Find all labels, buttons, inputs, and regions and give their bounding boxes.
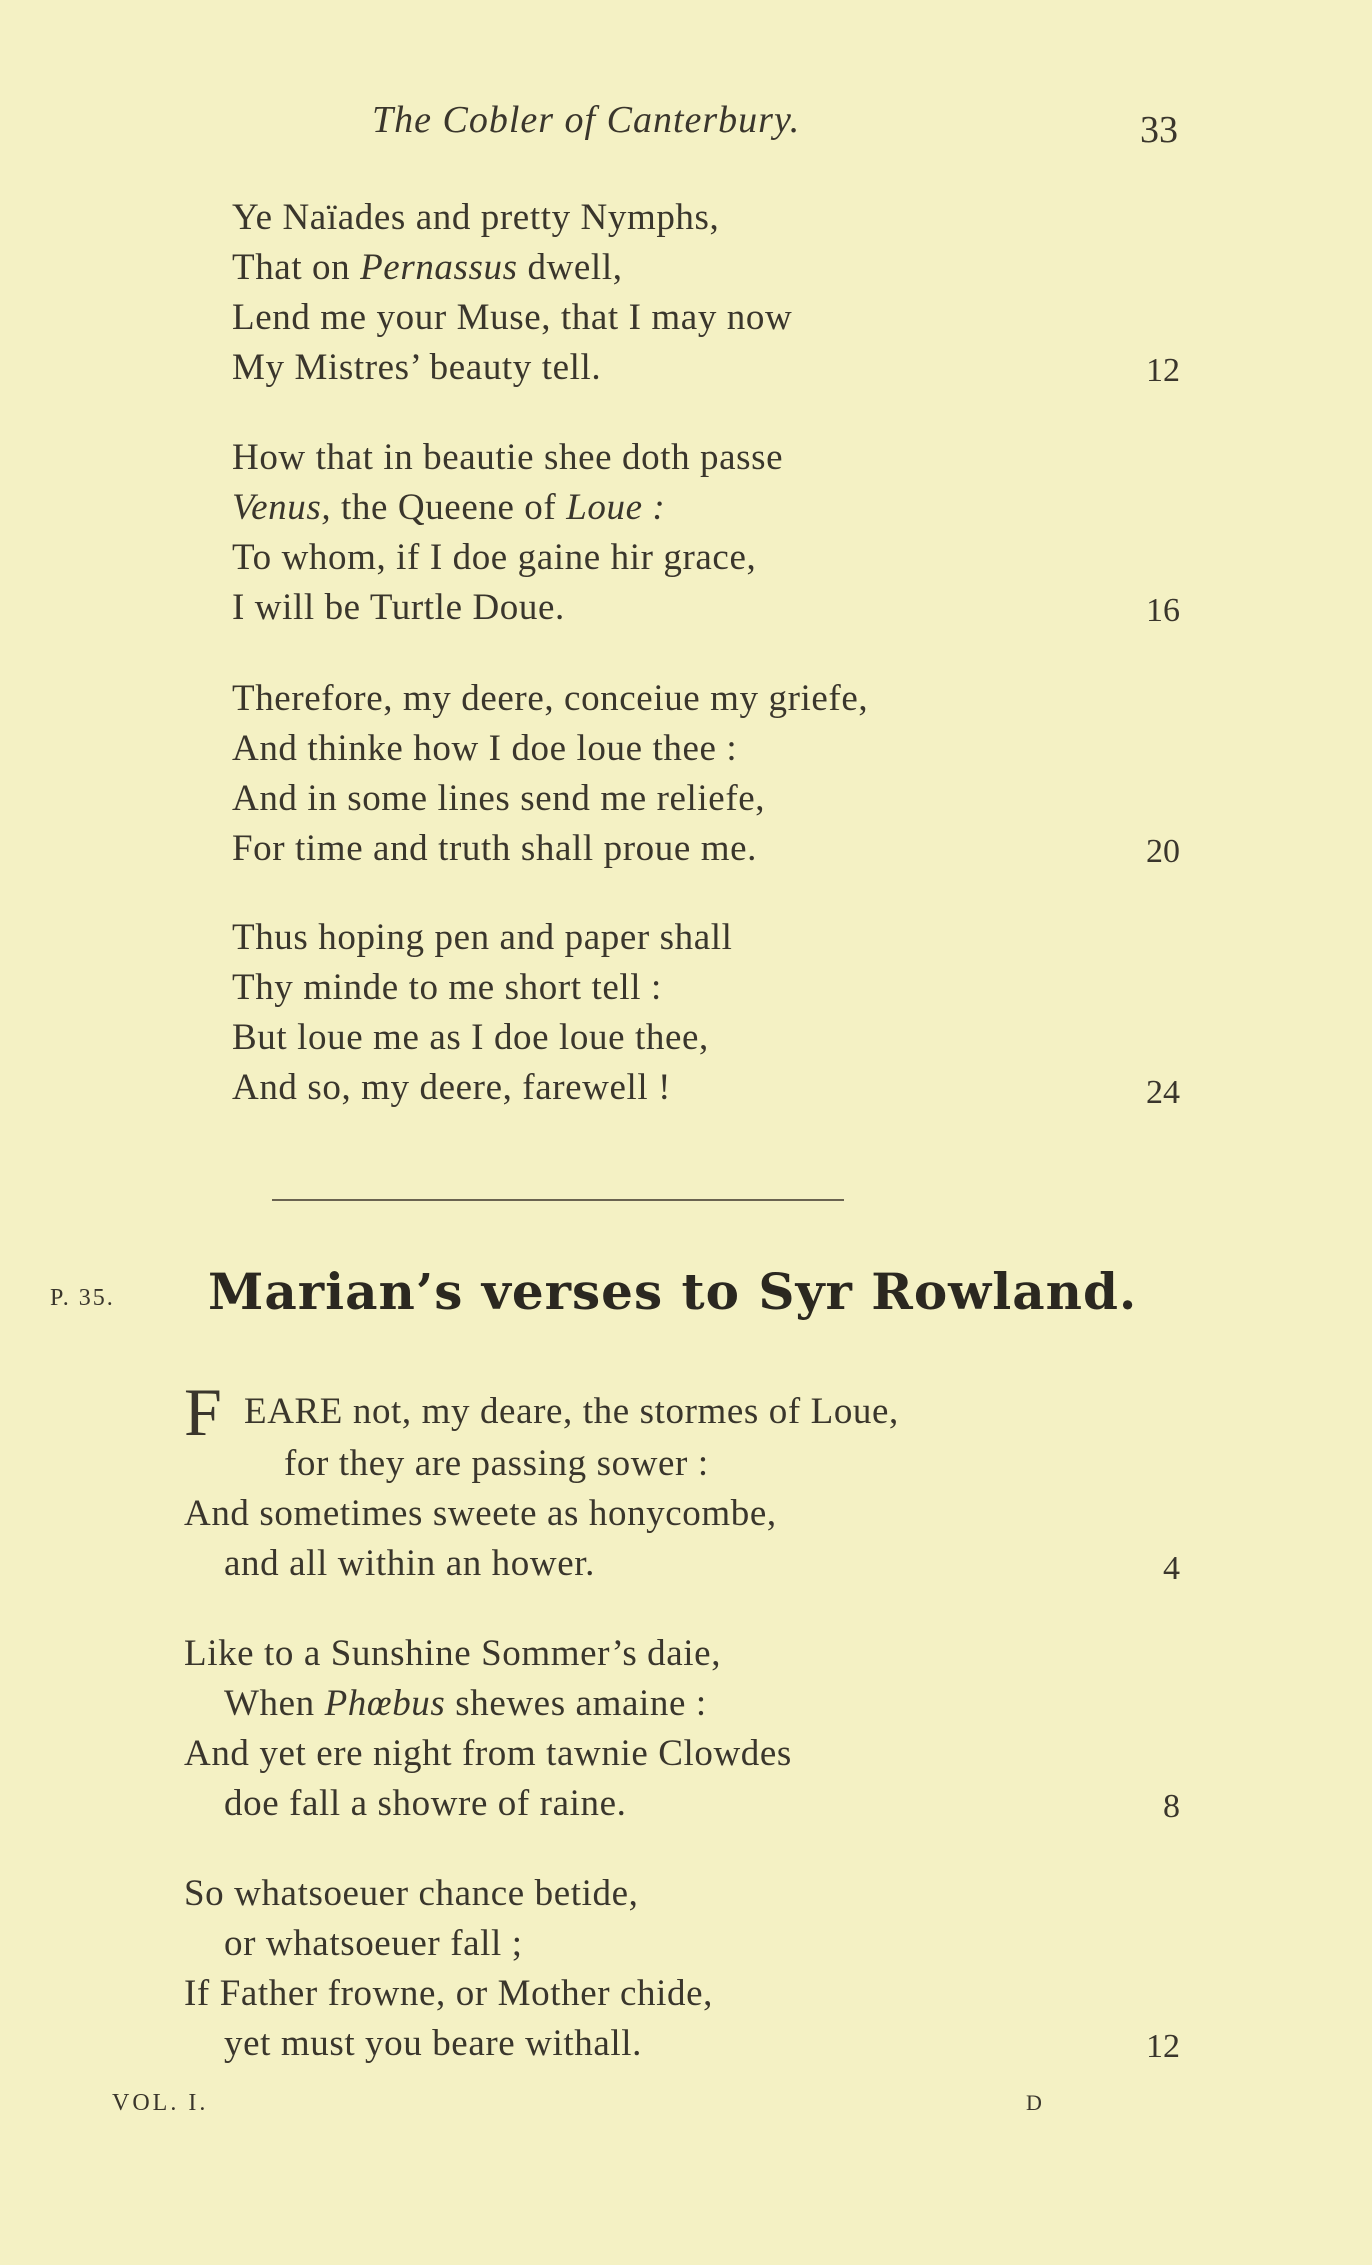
poem-line: Lend me your Muse, that I may now	[232, 297, 793, 338]
running-title: The Cobler of Canterbury.	[372, 99, 801, 141]
poem-line: My Mistres’ beauty tell.	[232, 347, 602, 388]
drop-cap: F	[184, 1374, 222, 1450]
poem-line: or whatsoeuer fall ;	[224, 1923, 523, 1964]
line-number: 4	[1163, 1550, 1180, 1587]
poem-line: yet must you beare withall.	[224, 2023, 642, 2064]
poem-line: EARE not, my deare, the stormes of Loue,	[244, 1391, 899, 1432]
poem-line: So whatsoeuer chance betide,	[184, 1873, 639, 1914]
line-number: 12	[1146, 352, 1180, 389]
poem-line: To whom, if I doe gaine hir grace,	[232, 537, 757, 578]
poem-line: for they are passing sower :	[284, 1443, 709, 1484]
section-title: Marian’s verses to Syr Rowland.	[208, 1262, 1138, 1321]
line-number: 24	[1146, 1074, 1180, 1111]
poem-line: And in some lines send me reliefe,	[232, 778, 766, 819]
poem-line: Venus, the Queene of Loue :	[232, 487, 666, 528]
poem-line: If Father frowne, or Mother chide,	[184, 1973, 713, 2014]
poem-line: Ye Naïades and pretty Nymphs,	[232, 197, 720, 238]
section-divider	[272, 1199, 844, 1201]
line-number: 8	[1163, 1788, 1180, 1825]
poem-line: Thus hoping pen and paper shall	[232, 917, 733, 958]
poem-line: And so, my deere, farewell !	[232, 1067, 672, 1108]
poem-line: Therefore, my deere, conceiue my griefe,	[232, 678, 869, 719]
poem-line: doe fall a showre of raine.	[224, 1783, 627, 1824]
page-number: 33	[1140, 109, 1178, 151]
poem-line: I will be Turtle Doue.	[232, 587, 565, 628]
volume-signature: VOL. I.	[112, 2090, 209, 2116]
gathering-signature: D	[1026, 2090, 1042, 2115]
page-reference: P. 35.	[50, 1285, 115, 1311]
line-number: 16	[1146, 592, 1180, 629]
poem-line: And thinke how I doe loue thee :	[232, 728, 738, 769]
poem-line: But loue me as I doe loue thee,	[232, 1017, 709, 1058]
poem-line: Thy minde to me short tell :	[232, 967, 662, 1008]
poem-line: How that in beautie shee doth passe	[232, 437, 784, 478]
poem-line: When Phœbus shewes amaine :	[224, 1683, 707, 1724]
poem-line: and all within an hower.	[224, 1543, 595, 1584]
poem-line: For time and truth shall proue me.	[232, 828, 757, 869]
poem-line: And yet ere night from tawnie Clowdes	[184, 1733, 792, 1774]
line-number: 12	[1146, 2028, 1180, 2065]
line-number: 20	[1146, 833, 1180, 870]
poem-line: That on Pernassus dwell,	[232, 247, 623, 288]
poem-line: Like to a Sunshine Sommer’s daie,	[184, 1633, 722, 1674]
poem-line: And sometimes sweete as honycombe,	[184, 1493, 777, 1534]
